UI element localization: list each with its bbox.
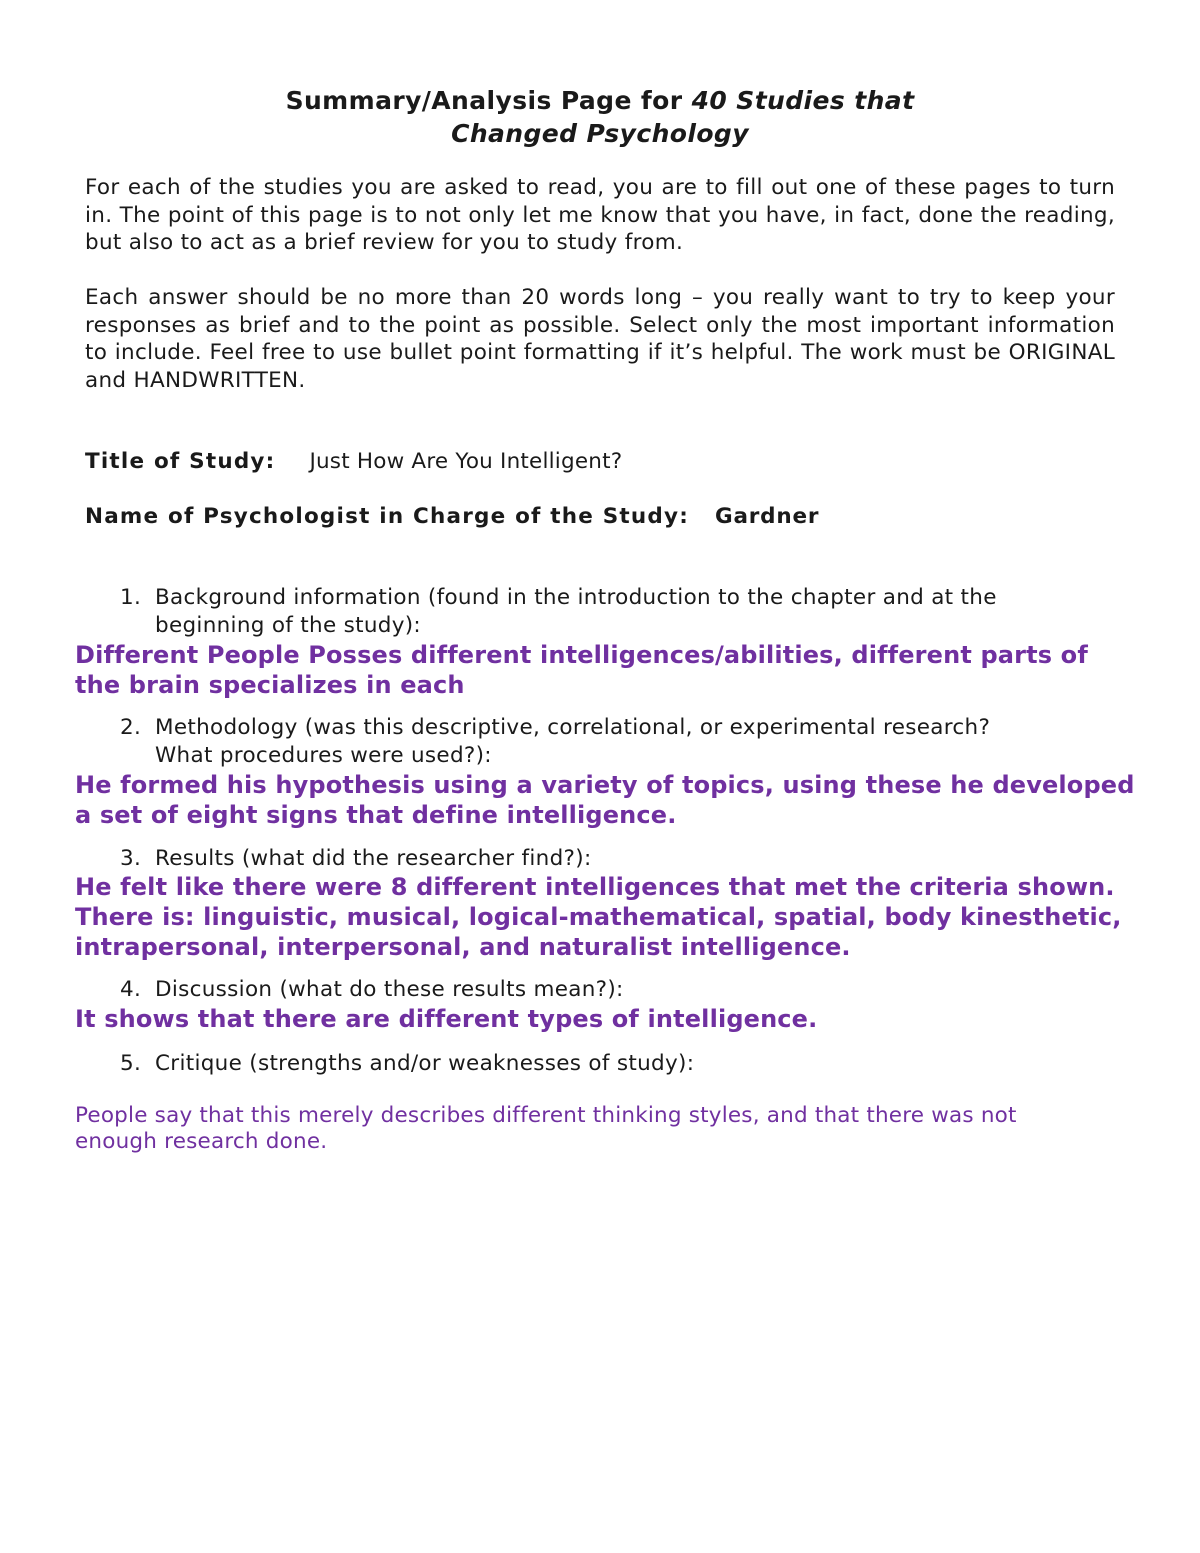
- question-3: [120, 845, 1080, 873]
- question-text: Results (what did the researcher find?):: [155, 846, 592, 871]
- study-title-field: [85, 448, 622, 476]
- answer-2: He formed his hypothesis using a variety of topics, using these he developed a set of eight signs that define intelligence.: [75, 771, 1135, 829]
- question-text: Background information (found in the introduction to the chapter and at the: [155, 585, 997, 610]
- question-text: Critique (strengths and/or weaknesses of study):: [155, 1051, 695, 1076]
- study-title-label: Title of Study:: [85, 449, 276, 474]
- title-line-1: Summary/Analysis Page for 40 Studies that: [285, 86, 915, 115]
- answer-5: People say that this merely describes different thinking styles, and that there was not enough research done.: [75, 1103, 1017, 1154]
- question-4: [120, 976, 1080, 1004]
- question-text-continued: beginning of the study):: [155, 613, 421, 638]
- question-2: [120, 714, 1080, 770]
- question-number: 5.: [120, 1051, 142, 1076]
- answer-1: Different People Posses different intelligences/abilities, different parts of the brain specializes in each: [75, 641, 1088, 699]
- page-title: [0, 84, 1200, 150]
- answer-4: It shows that there are different types of intelligence.: [75, 1005, 818, 1033]
- question-text: Methodology (was this descriptive, correlational, or experimental research?: [155, 715, 991, 740]
- question-number: 2.: [120, 715, 142, 740]
- question-text-continued: What procedures were used?):: [155, 743, 492, 768]
- question-number: 1.: [120, 585, 142, 610]
- intro-paragraph-1: For each of the studies you are asked to read, you are to fill out one of these pages to turn in. The point of this page is to not only let me know that you have, in fact, done the reading, but also to act as a brief review for you to study from.: [85, 175, 1115, 255]
- question-number: 3.: [120, 846, 142, 871]
- psychologist-label: Name of Psychologist in Charge of the Study:: [85, 504, 689, 529]
- psychologist-field: [85, 503, 819, 531]
- psychologist-value: Gardner: [715, 504, 820, 529]
- intro-paragraph-2: Each answer should be no more than 20 words long – you really want to try to keep your responses as brief and to the point as possible. Select only the most important information to include. Feel free to use bullet point formatting if it’s helpful. The work must be ORIGINAL and HANDWRITTEN.: [85, 285, 1115, 393]
- study-title-value: Just How Are You Intelligent?: [309, 449, 623, 474]
- question-text: Discussion (what do these results mean?):: [155, 977, 624, 1002]
- question-5: [120, 1050, 1080, 1078]
- answer-3: He felt like there were 8 different intelligences that met the criteria shown. There is: linguistic, musical, logical-mathematical, spatial, body kinesthetic, intrapersonal, interpersonal, and naturalist intelligence.: [75, 873, 1122, 961]
- question-1: [120, 584, 1080, 640]
- title-line-2: Changed Psychology: [451, 119, 749, 148]
- question-number: 4.: [120, 977, 142, 1002]
